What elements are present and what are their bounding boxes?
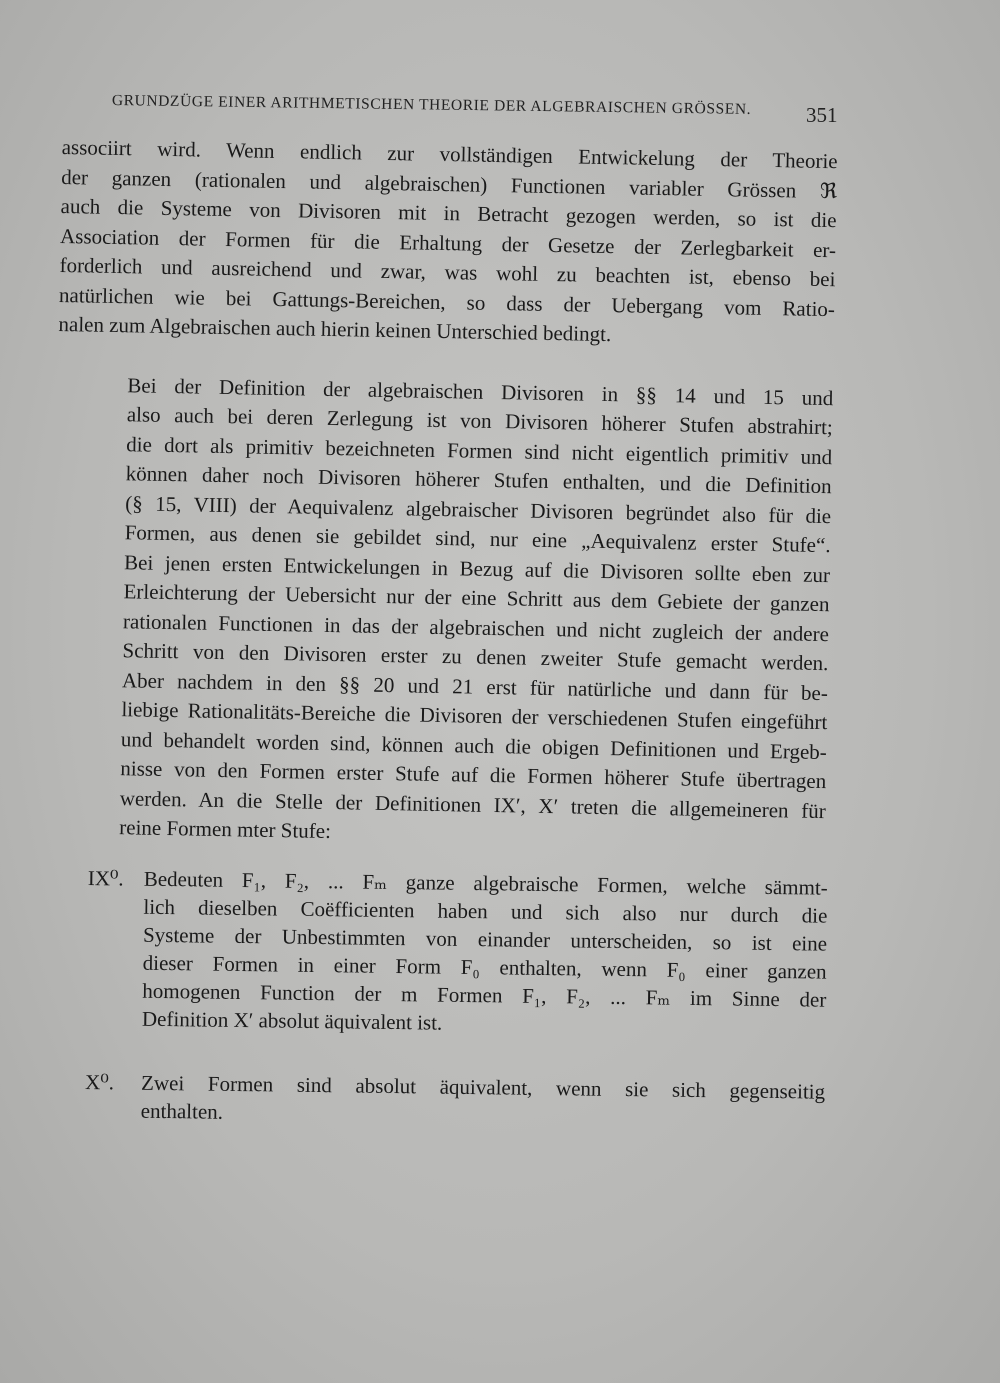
- definition-label: X⁰.: [84, 1069, 115, 1095]
- text-line: Bei der Definition der algebraischen Divisoren in §§ 14 und 15 und: [127, 372, 834, 410]
- text-line: und behandelt worden sind, können auch die obigen Definitionen und Ergeb-: [120, 726, 828, 764]
- text-line: werden. An die Stelle der Definitionen IX′, X′ treten die allgemeineren für: [119, 785, 826, 823]
- text-line: der ganzen (rationalen und algebraischen) Functionen variabler Grössen ℜ: [60, 164, 838, 203]
- paragraph-definition-divisors: [49, 369, 834, 855]
- text-line: auch die Systeme von Divisoren mit in Betracht gezogen werden, so ist die: [60, 193, 837, 233]
- text-line: die dort als primitiv bezeichneten Formen sind nicht eigentlich primitiv und: [126, 431, 833, 469]
- paragraph-association: [58, 133, 838, 354]
- definition-label: IX⁰.: [87, 865, 124, 891]
- text-line: also auch bei deren Zerlegung ist von Divisoren höherer Stufen abstrahirt;: [126, 402, 833, 440]
- text-line: Definition X′ absolut äquivalent ist.: [141, 1006, 443, 1035]
- text-line: Schritt von den Divisoren erster zu denen zweiter Stufe gemacht werden.: [122, 638, 829, 676]
- text-line: associirt wird. Wenn endlich zur vollständigen Entwickelung der Theorie: [61, 134, 838, 174]
- text-line: Erleichterung der Uebersicht nur der eine Schritt aus dem Gebiete der ganzen: [123, 579, 830, 617]
- text-line: forderlich und ausreichend und zwar, was wohl zu beachten ist, ebenso bei: [59, 252, 836, 292]
- definitions: [85, 864, 828, 1134]
- page-number: 351: [806, 103, 838, 127]
- text-line: liebige Rationalitäts-Bereiche die Divisoren der verschiedenen Stufen eingeführt: [121, 697, 828, 735]
- definition-x0: [85, 1068, 826, 1134]
- text-line: nisse von den Formen erster Stufe auf die Formen höherer Stufe übertragen: [120, 756, 827, 794]
- text-line: Zwei Formen sind absolut äquivalent, wenn sie sich gegenseitig: [140, 1070, 826, 1104]
- text-line: enthalten.: [140, 1098, 224, 1124]
- text-line: nalen zum Algebraischen auch hierin keinen Unterschied bedingt.: [58, 311, 612, 347]
- text-line: Systeme der Unbestimmten von einander unterscheiden, so ist eine: [142, 922, 828, 956]
- definition-body: [141, 1069, 826, 1134]
- text-line: homogenen Function der m Formen F₁, F₂, ... Fₘ im Sinne der: [142, 978, 827, 1012]
- text-line: Association der Formen für die Erhaltung der Gesetze der Zerlegbarkeit er-: [59, 223, 837, 262]
- text-line: reine Formen mter Stufe:: [119, 815, 332, 844]
- definition-ix0: [86, 864, 828, 1042]
- text-line: können daher noch Divisoren höherer Stufen enthalten, und die Definition: [125, 461, 832, 499]
- text-line: rationalen Functionen in das der algebraischen und nicht zugleich der andere: [122, 608, 830, 646]
- text-line: lich dieselben Coëfficienten haben und sich also nur durch die: [143, 894, 828, 928]
- text-line: Bedeuten F₁, F₂, ... Fₘ ganze algebraische Formen, welche sämmt-: [143, 866, 828, 900]
- body-text: [49, 133, 838, 856]
- text-line: dieser Formen in einer Form F₀ enthalten, wenn F₀ einer ganzen: [142, 950, 827, 984]
- text-line: natürlichen wie bei Gattungs-Bereichen, so dass der Uebergang vom Ratio-: [58, 282, 836, 321]
- definition-body: [142, 865, 828, 1042]
- text-line: Bei jenen ersten Entwickelungen in Bezug auf die Divisoren sollte eben zur: [123, 549, 831, 587]
- running-header: GRUNDZÜGE EINER ARITHMETISCHEN THEORIE DER ALGEBRAISCHEN GRÖSSEN.: [111, 92, 752, 118]
- text-line: Formen, aus denen sie gebildet sind, nur eine „Aequivalenz erster Stufe“.: [124, 520, 831, 558]
- text-line: Aber nachdem in den §§ 20 und 21 erst für natürliche und dann für be-: [121, 667, 829, 705]
- text-line: (§ 15, VIII) der Aequivalenz algebraischer Divisoren begründet also für die: [125, 490, 832, 528]
